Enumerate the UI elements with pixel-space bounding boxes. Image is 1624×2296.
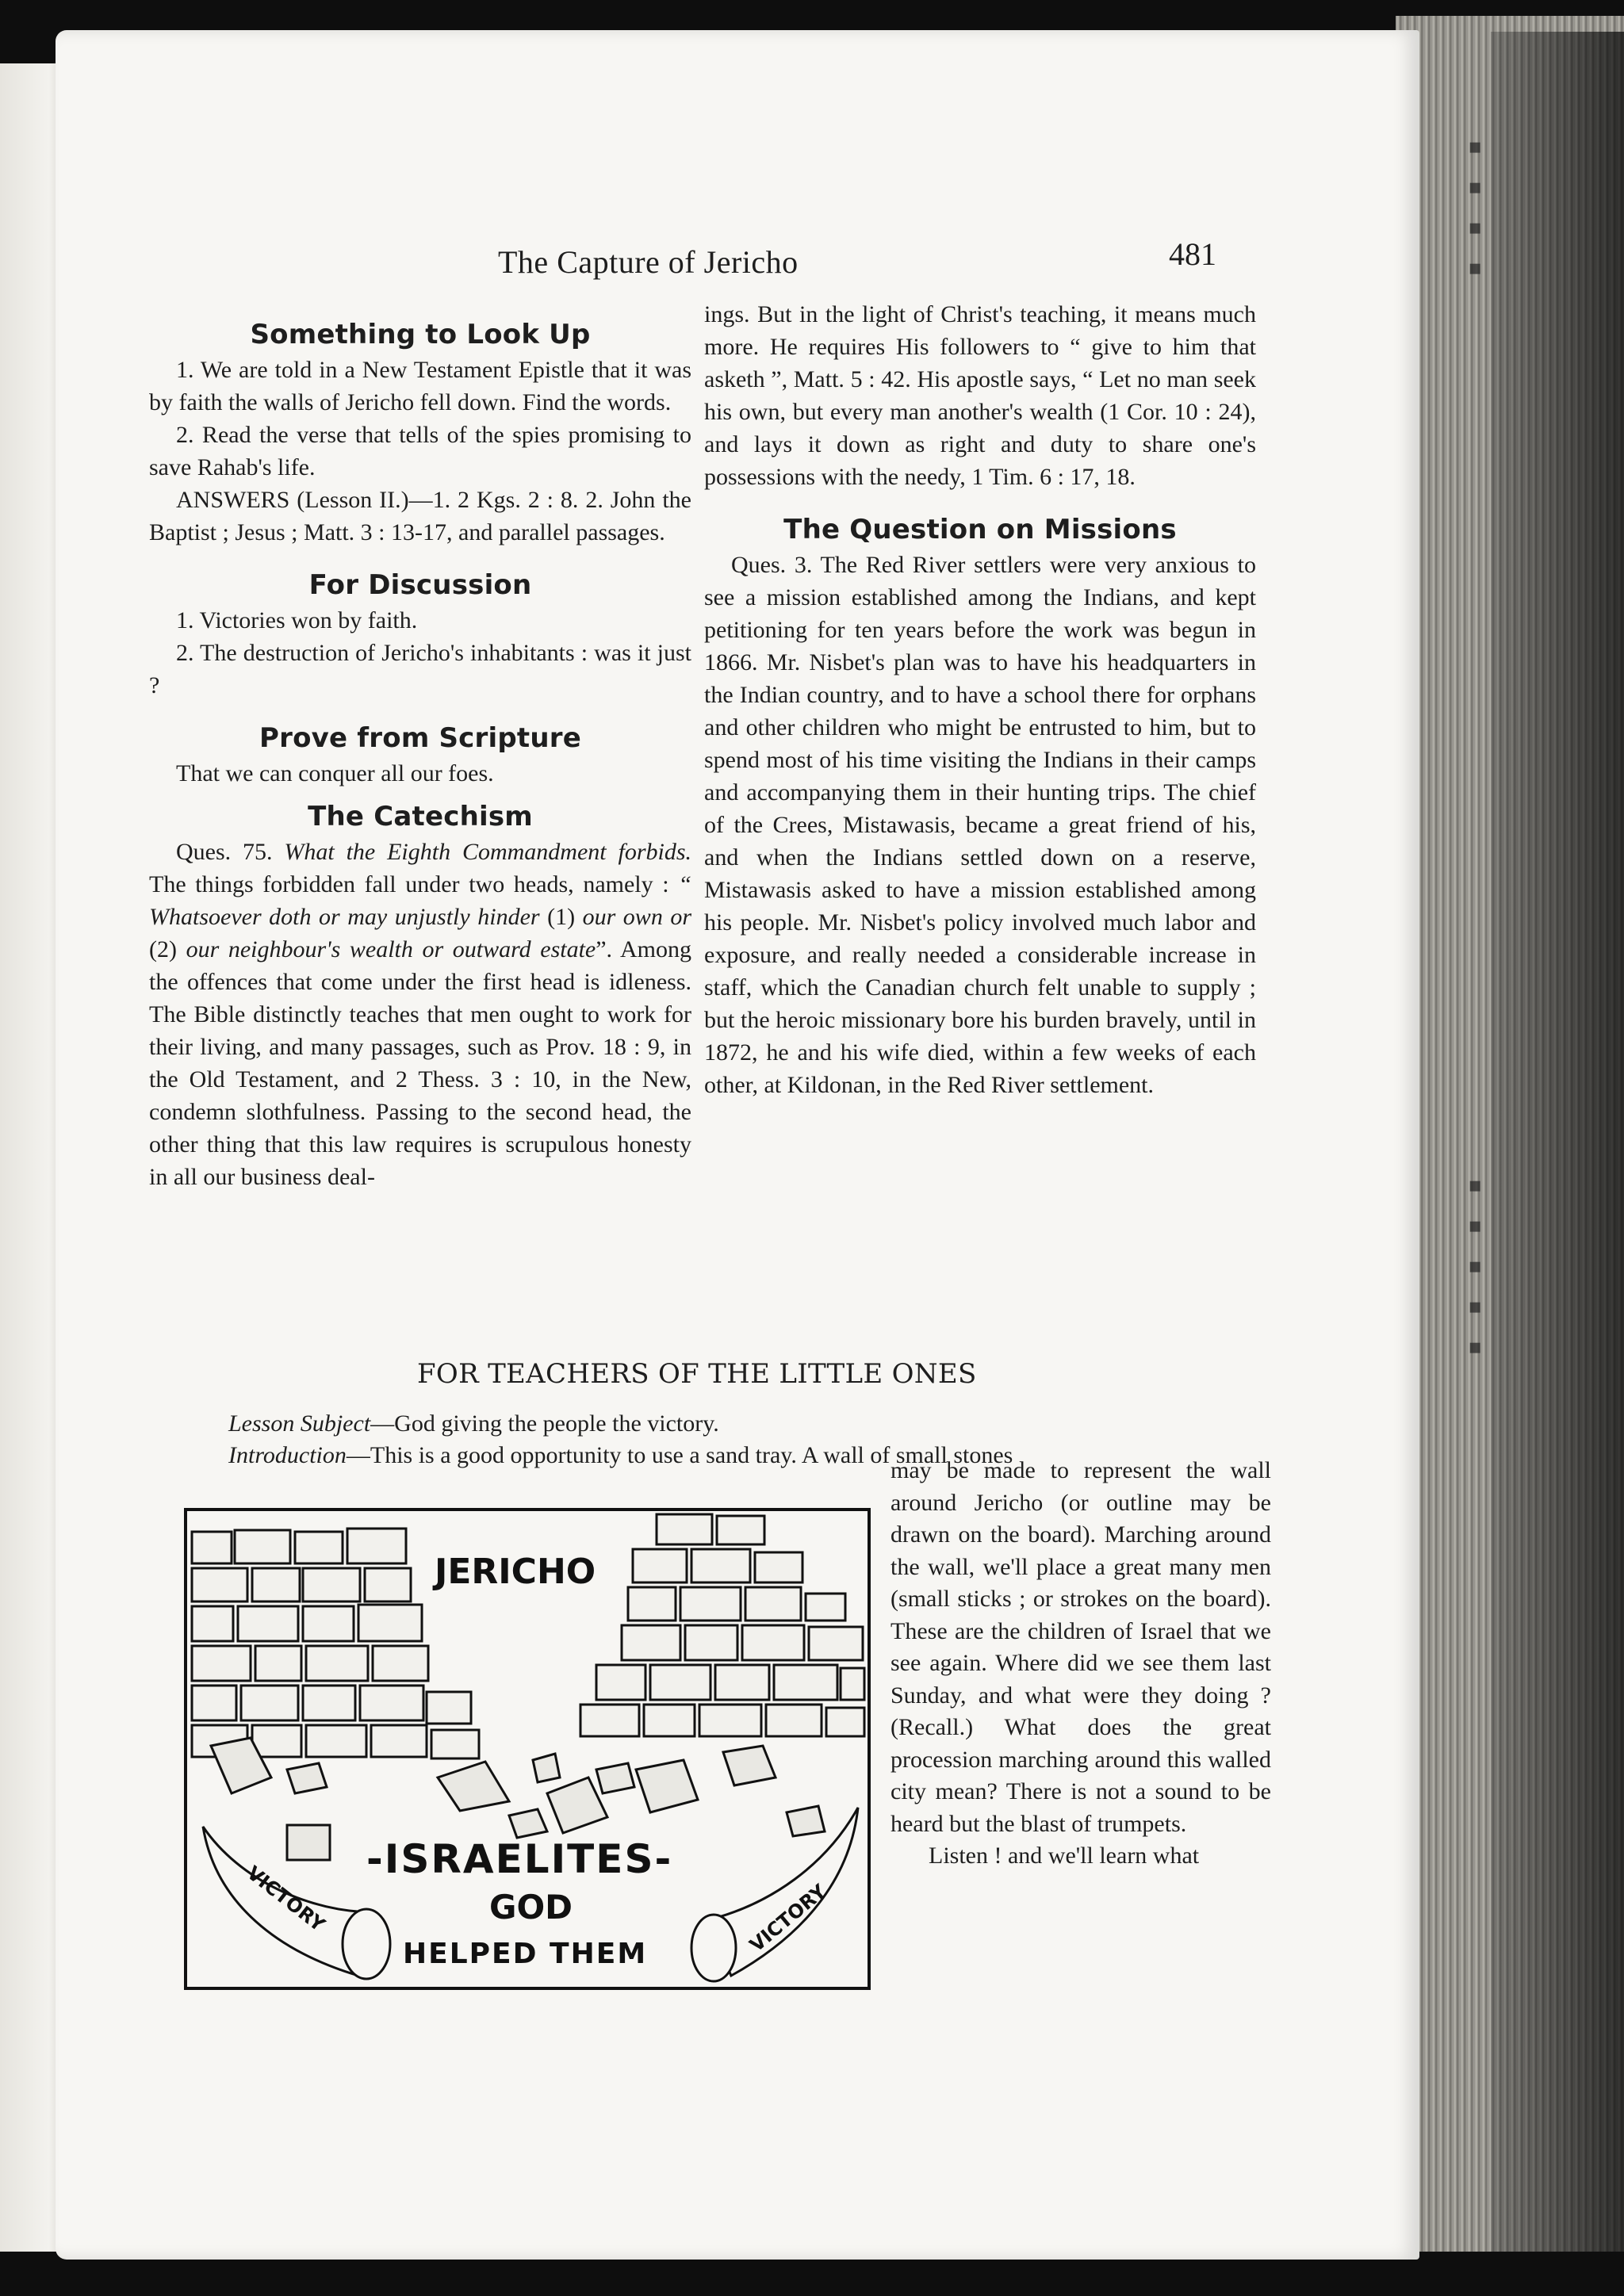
heading-catechism: The Catechism [308, 801, 533, 832]
label-god: GOD [489, 1888, 573, 1927]
teachers-listen: Listen ! and we'll learn what [929, 1843, 1200, 1869]
catechism-text: Ques. 75. What the Eighth Commandment forbids. The things forbidden fall under two heads, namely : “ Whatsoever doth or may unjustly hinder (1) our own or (2) our neighbour's wealth or outward estate”. Among the offences that come under the first head is idleness. The Bible distinctly teaches that men ought to work for their living, and many passages, such as Prov. 18 : 9, in the Old Testament, and 2 Thess. 3 : 10, in the New, condemn slothfulness. Passing to the second head, the other thing that this law requires is scrupulous honesty in all our business deal- [149, 839, 692, 1190]
prove-text: That we can conquer all our foes. [176, 760, 494, 786]
label-victory-right: VICTORY [745, 1880, 831, 1957]
teachers-side-paragraph: may be made to represent the wall around Jericho (or outline may be drawn on the board). Marching around the wall, we'll place a great many men (small sticks ; or strokes on the board). These are the children of Israel that we see again. Where did we see them last Sunday, and what were they doing ? (Recall.) What does the great procession marching around this walled city mean? There is not a sound to be heard but the blast of trumpets. [891, 1457, 1271, 1837]
label-victory-left: VICTORY [243, 1862, 330, 1936]
heading-teachers: FOR TEACHERS OF THE LITTLE ONES [417, 1358, 977, 1390]
jericho-illustration [184, 1508, 871, 1990]
introduction-line: Introduction—This is a good opportunity to use a sand tray. A wall of small stones [228, 1442, 1013, 1468]
heading-look-up: Something to Look Up [250, 319, 591, 350]
running-head: The Capture of Jericho [498, 244, 799, 280]
label-helped-them: HELPED THEM [403, 1938, 648, 1970]
label-israelites: -ISRAELITES- [366, 1836, 673, 1882]
discussion-item-2: 2. The destruction of Jericho's inhabitants : was it just ? [149, 640, 691, 698]
left-column [149, 316, 691, 1193]
catechism-continued: ings. But in the light of Christ's teaching, it means much more. He requires His followers to “ give to him that asketh ”, Matt. 5 : 42. His apostle says, “ Let no man seek his own, but every man another's wealth (1 Cor. 10 : 24), and lays it down as right and duty to share one's possessions with the needy, 1 Tim. 6 : 17, 18. [704, 301, 1256, 490]
lesson-subject: Lesson Subject—God giving the people the victory. [228, 1410, 719, 1437]
missions-text: Ques. 3. The Red River settlers were very anxious to see a mission established among the Indians, and kept petitioning for ten years before the work was begun in 1866. Mr. Nisbet's plan was to have his headquarters in the Indian country, and to have a school there for orphans and other children who might be entrusted to him, but to spend most of his time visiting the Indians in their camps and accompanying them in their hunting trips. The chief of the Crees, Mistawasis, became a great friend of his, and when the Indians settled down on a reserve, Mistawasis asked to have a mission established among his people. Mr. Nisbet's policy involved much labor and exposure, and really needed a considerable increase in staff, which the Canadian church felt unable to supply ; but the heroic missionary bore his burden bravely, until in 1872, he and his wife died, within a few weeks of each other, at Kildonan, in the Red River settlement. [704, 552, 1256, 1098]
heading-prove: Prove from Scripture [259, 722, 581, 754]
page-number: 481 [1169, 236, 1216, 272]
teachers-side-text [891, 1455, 1271, 1873]
discussion-item-1: 1. Victories won by faith. [176, 607, 418, 633]
look-up-q2: 2. Read the verse that tells of the spies promising to save Rahab's life. [149, 422, 691, 480]
book-edge-shadow [1491, 32, 1624, 2252]
right-column [704, 298, 1256, 1101]
edge-marks: ▪ ▪ ▪ ▪ [1463, 135, 1487, 285]
label-jericho: JERICHO [435, 1552, 596, 1592]
look-up-q1: 1. We are told in a New Testament Epistle that it was by faith the walls of Jericho fell down. Find the words. [149, 357, 691, 415]
edge-marks-lower: ▪ ▪ ▪ ▪ ▪ [1463, 1173, 1487, 1364]
heading-missions: The Question on Missions [783, 514, 1177, 545]
heading-discussion: For Discussion [308, 569, 532, 601]
look-up-answers: ANSWERS (Lesson II.)—1. 2 Kgs. 2 : 8. 2. John the Baptist ; Jesus ; Matt. 3 : 13-17, and parallel passages. [149, 487, 691, 545]
